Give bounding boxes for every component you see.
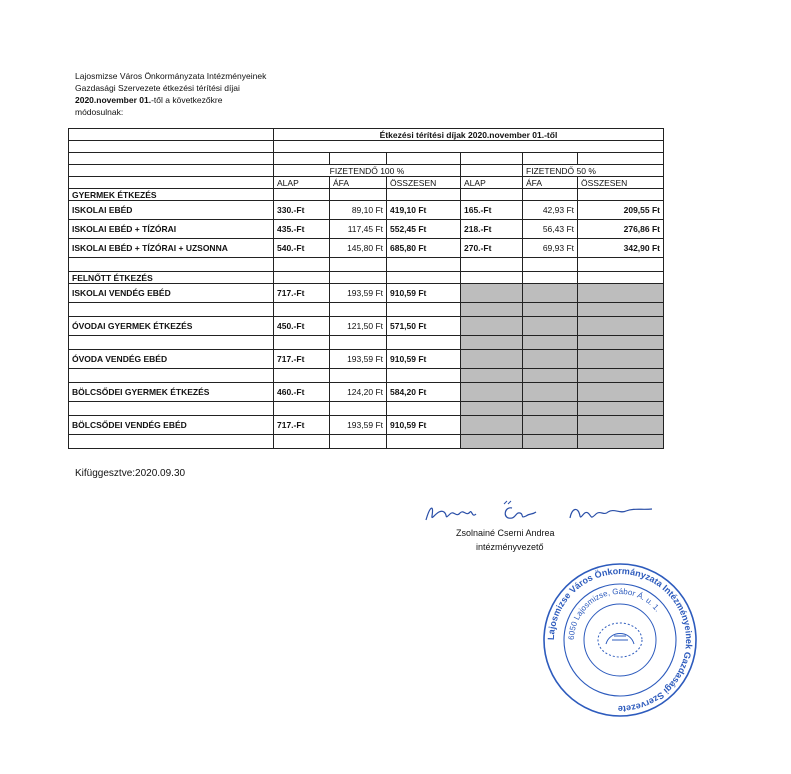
cell-alap-50: 270.-Ft xyxy=(461,239,523,258)
group-50-label: FIZETENDŐ 50 % xyxy=(523,165,664,177)
column-header-row xyxy=(69,177,664,189)
cell-osszesen: 552,45 Ft xyxy=(387,220,461,239)
row-label: ISKOLAI VENDÉG EBÉD xyxy=(69,284,274,303)
header-line-3-rest: -től a következőkre xyxy=(151,95,223,105)
cell-afa-50: 42,93 Ft xyxy=(523,201,578,220)
cell-afa: 89,10 Ft xyxy=(330,201,387,220)
cell-alap: 717.-Ft xyxy=(274,350,330,369)
row-label: ISKOLAI EBÉD xyxy=(69,201,274,220)
cell-afa: 121,50 Ft xyxy=(330,317,387,336)
cell-alap-50: 165.-Ft xyxy=(461,201,523,220)
gap-row xyxy=(69,435,664,449)
table-title-row xyxy=(69,129,664,141)
col-alap: ALAP xyxy=(274,177,330,189)
signer-title: intézményvezető xyxy=(476,542,544,552)
cell-afa: 145,80 Ft xyxy=(330,239,387,258)
section-child: GYERMEK ÉTKEZÉS xyxy=(69,189,274,201)
cell-afa-50: 56,43 Ft xyxy=(523,220,578,239)
cell-afa: 193,59 Ft xyxy=(330,284,387,303)
header-line-4: módosulnak: xyxy=(75,107,124,117)
table-row xyxy=(69,383,664,402)
col-osszesen-50: ÖSSZESEN xyxy=(578,177,664,189)
table-row xyxy=(69,416,664,435)
col-afa-50: ÁFA xyxy=(523,177,578,189)
table-row xyxy=(69,239,664,258)
cell-afa-50: 69,93 Ft xyxy=(523,239,578,258)
signature-icon xyxy=(420,498,680,528)
row-label: BÖLCSŐDEI GYERMEK ÉTKEZÉS xyxy=(69,383,274,402)
cell-osszesen: 685,80 Ft xyxy=(387,239,461,258)
header-line-2: Gazdasági Szervezete étkezési térítési díjai xyxy=(75,83,240,93)
header-line-1: Lajosmizse Város Önkormányzata Intézményeinek xyxy=(75,71,267,81)
table-row xyxy=(69,220,664,239)
table-row xyxy=(69,284,664,303)
cell-osszesen: 910,59 Ft xyxy=(387,284,461,303)
section-row xyxy=(69,189,664,201)
cell-osszesen: 910,59 Ft xyxy=(387,350,461,369)
fee-table xyxy=(68,128,664,449)
cell-alap: 717.-Ft xyxy=(274,416,330,435)
stamp-icon xyxy=(540,560,700,720)
gap-row xyxy=(69,369,664,383)
header-line-3 xyxy=(75,94,266,106)
signer-name: Zsolnainé Cserni Andrea xyxy=(456,528,555,538)
row-label: ÓVODAI GYERMEK ÉTKEZÉS xyxy=(69,317,274,336)
svg-text:6050 Lajosmizse, Gábor Á. u. 1 xyxy=(567,587,662,640)
cell-afa: 124,20 Ft xyxy=(330,383,387,402)
gap-row xyxy=(69,303,664,317)
table-blank-row xyxy=(69,153,664,165)
cell-alap: 717.-Ft xyxy=(274,284,330,303)
group-header-row xyxy=(69,165,664,177)
row-label: ISKOLAI EBÉD + TÍZÓRAI xyxy=(69,220,274,239)
col-afa: ÁFA xyxy=(330,177,387,189)
gap-row xyxy=(69,402,664,416)
cell-alap: 540.-Ft xyxy=(274,239,330,258)
cell-afa: 193,59 Ft xyxy=(330,416,387,435)
table-row xyxy=(69,201,664,220)
section-row xyxy=(69,272,664,284)
table-row xyxy=(69,317,664,336)
cell-osszesen: 584,20 Ft xyxy=(387,383,461,402)
stamp-outer-text: Lajosmizse Város Önkormányzata Intézményeinek Gazdasági Szervezete xyxy=(545,565,695,715)
cell-alap: 330.-Ft xyxy=(274,201,330,220)
gap-row xyxy=(69,336,664,350)
gap-row xyxy=(69,258,664,272)
cell-osszesen: 571,50 Ft xyxy=(387,317,461,336)
document-header xyxy=(75,70,266,118)
cell-alap: 435.-Ft xyxy=(274,220,330,239)
row-label: ISKOLAI EBÉD + TÍZÓRAI + UZSONNA xyxy=(69,239,274,258)
col-osszesen: ÖSSZESEN xyxy=(387,177,461,189)
row-label: ÓVODA VENDÉG EBÉD xyxy=(69,350,274,369)
cell-osszesen: 910,59 Ft xyxy=(387,416,461,435)
cell-osszesen-50: 209,55 Ft xyxy=(578,201,664,220)
group-100-label: FIZETENDŐ 100 % xyxy=(274,165,461,177)
table-row xyxy=(69,350,664,369)
table-blank-row xyxy=(69,141,664,153)
cell-alap: 460.-Ft xyxy=(274,383,330,402)
cell-alap: 450.-Ft xyxy=(274,317,330,336)
stamp-inner-text: 6050 Lajosmizse, Gábor Á. u. 1. xyxy=(566,586,663,641)
cell-alap-50: 218.-Ft xyxy=(461,220,523,239)
effective-date: 2020.november 01. xyxy=(75,95,152,105)
cell-osszesen: 419,10 Ft xyxy=(387,201,461,220)
cell-osszesen-50: 276,86 Ft xyxy=(578,220,664,239)
cell-osszesen-50: 342,90 Ft xyxy=(578,239,664,258)
cell-afa: 193,59 Ft xyxy=(330,350,387,369)
posted-date: Kifüggesztve:2020.09.30 xyxy=(75,468,186,479)
signer-block xyxy=(456,526,555,554)
cell-afa: 117,45 Ft xyxy=(330,220,387,239)
row-label: BÖLCSŐDEI VENDÉG EBÉD xyxy=(69,416,274,435)
col-alap-50: ALAP xyxy=(461,177,523,189)
section-adult: FELNŐTT ÉTKEZÉS xyxy=(69,272,274,284)
official-stamp xyxy=(540,560,700,725)
table-title: Étkezési térítési díjak 2020.november 01.-től xyxy=(274,129,664,141)
